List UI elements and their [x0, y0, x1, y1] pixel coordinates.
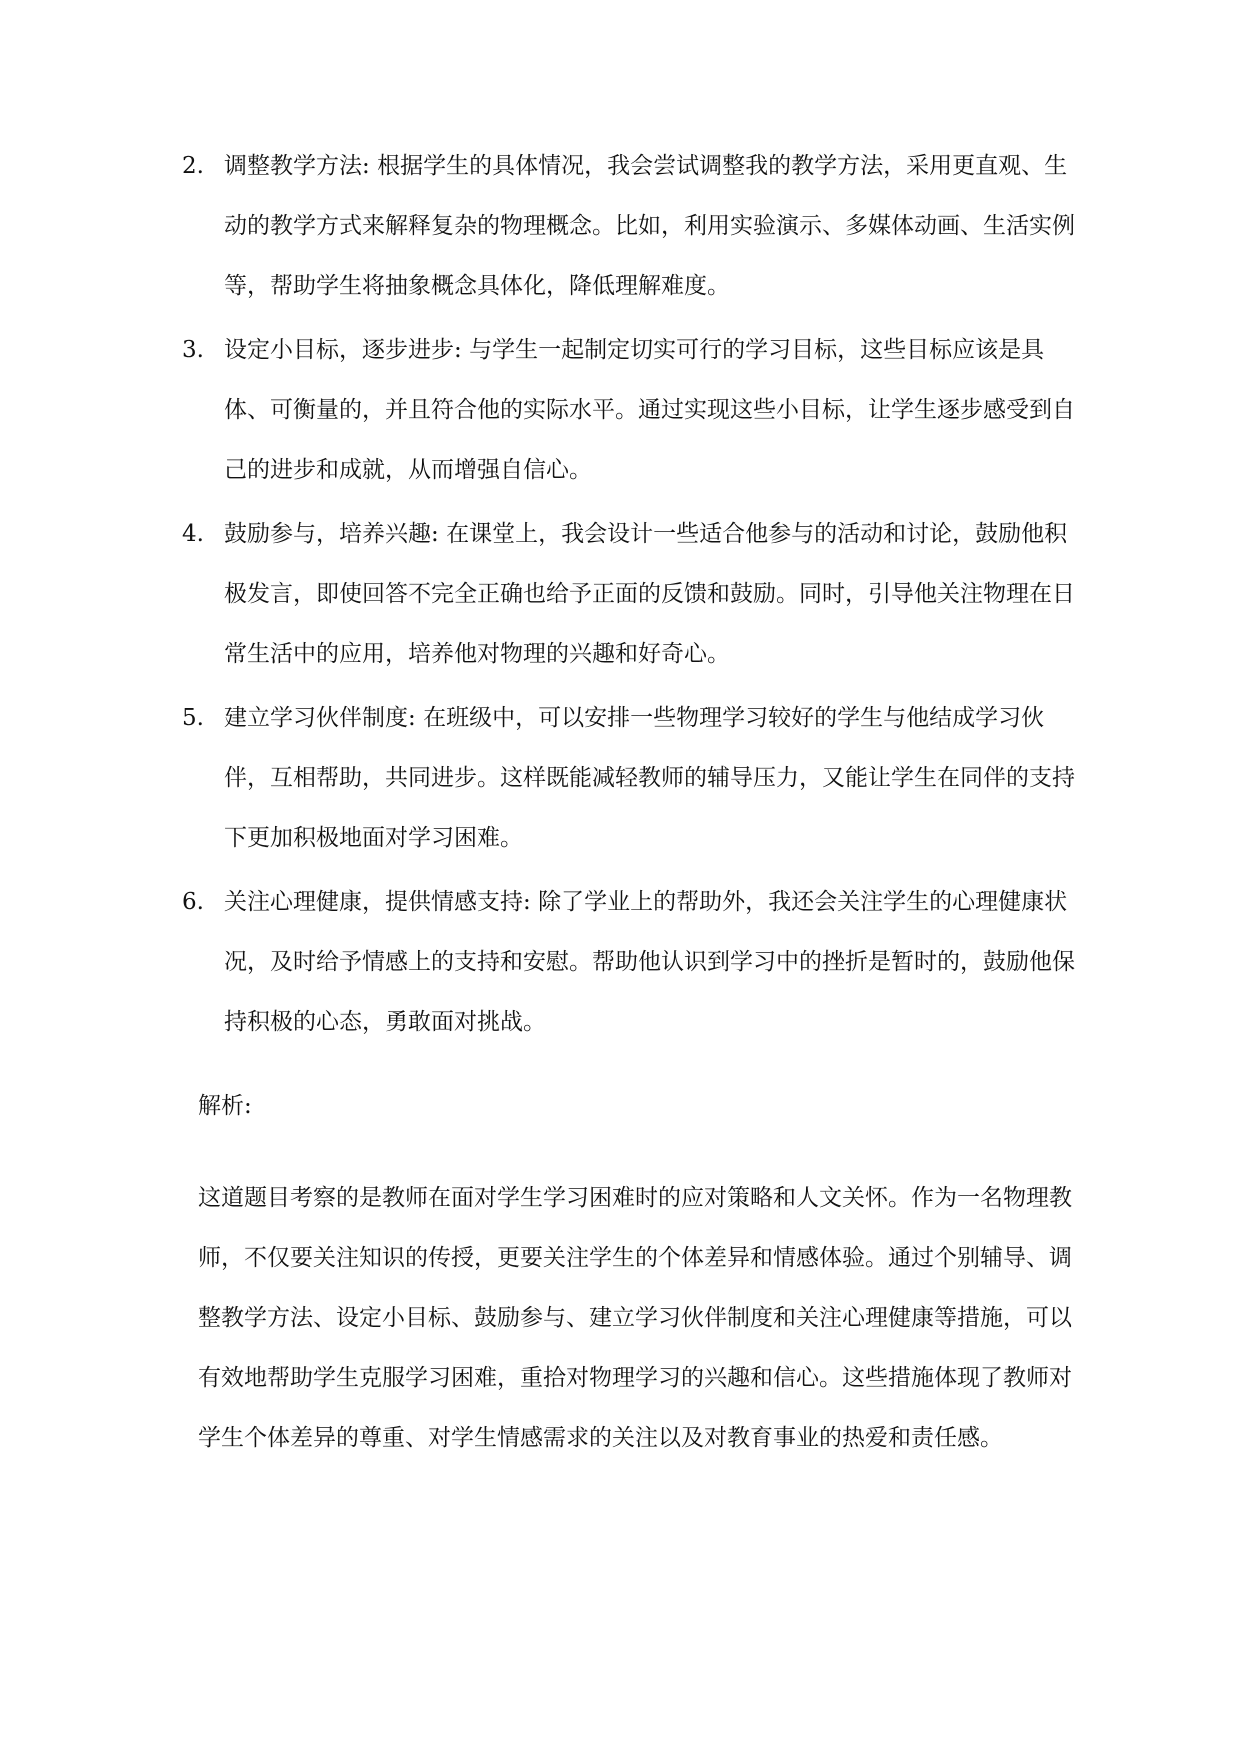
item-title: 调整教学方法:: [224, 153, 370, 179]
item-number: 2.: [182, 153, 204, 179]
analysis-label: 解析:: [198, 1093, 252, 1119]
item-number: 6.: [182, 889, 204, 915]
item-title: 鼓励参与，培养兴趣:: [224, 521, 439, 547]
item-title: 建立学习伙伴制度:: [224, 705, 416, 731]
item-body: 除了学业上的帮助外，我还会关注学生的心理健康状况，及时给予情感上的支持和安慰。帮助他认识到学习中的挫折是暂时的，鼓励他保持积极的心态，勇敢面对挑战。: [224, 889, 1075, 1035]
item-number: 4.: [182, 521, 204, 547]
list-item: [182, 136, 1082, 316]
item-body: 与学生一起制定切实可行的学习目标，这些目标应该是具体、可衡量的，并且符合他的实际水平。通过实现这些小目标，让学生逐步感受到自己的进步和成就，从而增强自信心。: [224, 337, 1075, 483]
list-item: [182, 688, 1082, 868]
analysis-paragraph: 这道题目考察的是教师在面对学生学习困难时的应对策略和人文关怀。作为一名物理教师，不仅要关注知识的传授，更要关注学生的个体差异和情感体验。通过个别辅导、调整教学方法、设定小目标、鼓励参与、建立学习伙伴制度和关注心理健康等措施，可以有效地帮助学生克服学习困难，重拾对物理学习的兴趣和信心。这些措施体现了教师对学生个体差异的尊重、对学生情感需求的关注以及对教育事业的热爱和责任感。: [198, 1185, 1072, 1451]
item-title: 设定小目标，逐步进步:: [224, 337, 462, 363]
item-number: 3.: [182, 337, 204, 363]
item-body: 根据学生的具体情况，我会尝试调整我的教学方法，采用更直观、生动的教学方式来解释复杂的物理概念。比如，利用实验演示、多媒体动画、生活实例等，帮助学生将抽象概念具体化，降低理解难度。: [224, 153, 1075, 299]
list-item: [182, 872, 1082, 1052]
item-body: 在班级中，可以安排一些物理学习较好的学生与他结成学习伙伴，互相帮助，共同进步。这样既能减轻教师的辅导压力，又能让学生在同伴的支持下更加积极地面对学习困难。: [224, 705, 1075, 851]
list-item: [182, 504, 1082, 684]
strategy-list: [182, 136, 1082, 1056]
item-number: 5.: [182, 705, 204, 731]
item-body: 在课堂上，我会设计一些适合他参与的活动和讨论，鼓励他积极发言，即使回答不完全正确也给予正面的反馈和鼓励。同时，引导他关注物理在日常生活中的应用，培养他对物理的兴趣和好奇心。: [224, 521, 1075, 667]
list-item: [182, 320, 1082, 500]
item-title: 关注心理健康，提供情感支持:: [224, 889, 531, 915]
